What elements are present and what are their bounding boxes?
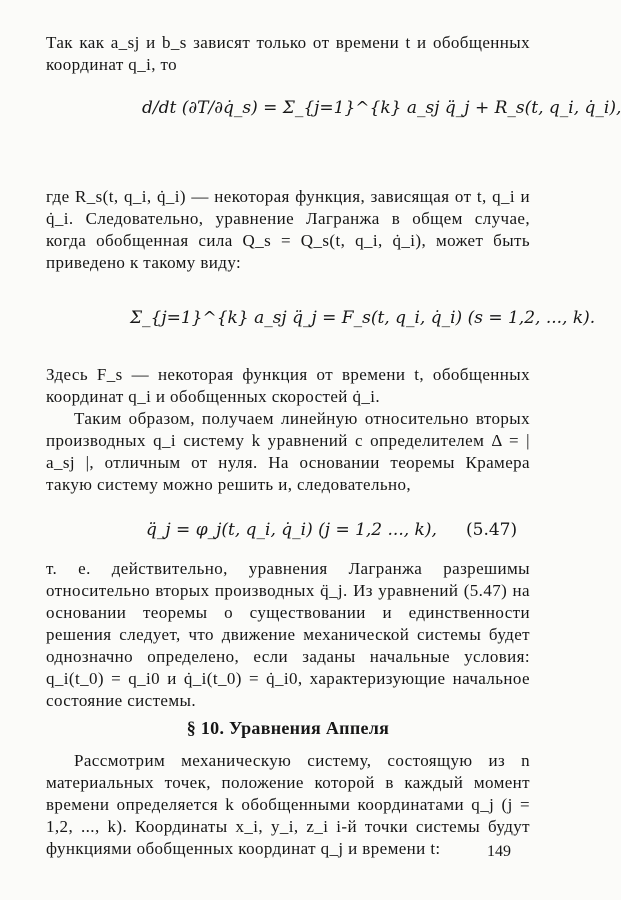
paragraph-fs-definition: Здесь F_s — некоторая функция от времени t, обобщенных координат q_i и обобщенных скоростей q̇_i.	[46, 365, 530, 406]
paragraph-appell-intro: Рассмотрим механическую систему, состоящую из n материальных точек, положение которой в каждый момент времени определяется k обобщенными координатами q_j (j = 1,2, ..., k). Координаты x_i, y_i, z_i i-й точки системы будут функциями обобщенных координат q_j и времени t:	[46, 751, 530, 858]
equation-547: q̈_j = φ_j(t, q_i, q̇_i) (j = 1,2 ..., k),	[146, 520, 437, 540]
paragraph-cramer: Таким образом, получаем линейную относительно вторых производных q_i систему k уравнений с определителем Δ = | a_sj |, отличным от нуля. На основании теоремы Крамера такую систему можно решить и, следовательно,	[46, 409, 530, 494]
paragraph-intro: Так как a_sj и b_s зависят только от времени t и обобщенных координат q_i, то	[46, 33, 530, 74]
equation-number: (5.47)	[466, 520, 518, 540]
equation-general-form: Σ_{j=1}^{k} a_sj q̈_j = F_s(t, q_i, q̇_i) (s = 1,2, ..., k).	[130, 308, 596, 328]
equation-lagrange-derivative: d/dt (∂T/∂q̇_s) = Σ_{j=1}^{k} a_sj q̈_j + R_s(t, q_i, q̇_i),	[142, 98, 621, 118]
page-number: 149	[487, 843, 511, 860]
paragraph-uniqueness: т. е. действительно, уравнения Лагранжа разрешимы относительно вторых производных q̈_j. Из уравнений (5.47) на основании теоремы о существовании и единственности решения следует, что движение механической системы будет однозначно определено, если заданы начальные условия: q_i(t_0) = q_i0 и q̇_i(t_0) = q̇_i0, характеризующие начальное состояние системы.	[46, 559, 530, 710]
paragraph-function-definition: где R_s(t, q_i, q̇_i) — некоторая функция, зависящая от t, q_i и q̇_i. Следовательно, уравнение Лагранжа в общем случае, когда обобщенная сила Q_s = Q_s(t, q_i, q̇_i), может быть приведено к такому виду:	[46, 187, 530, 272]
section-heading: § 10. Уравнения Аппеля	[186, 718, 390, 738]
